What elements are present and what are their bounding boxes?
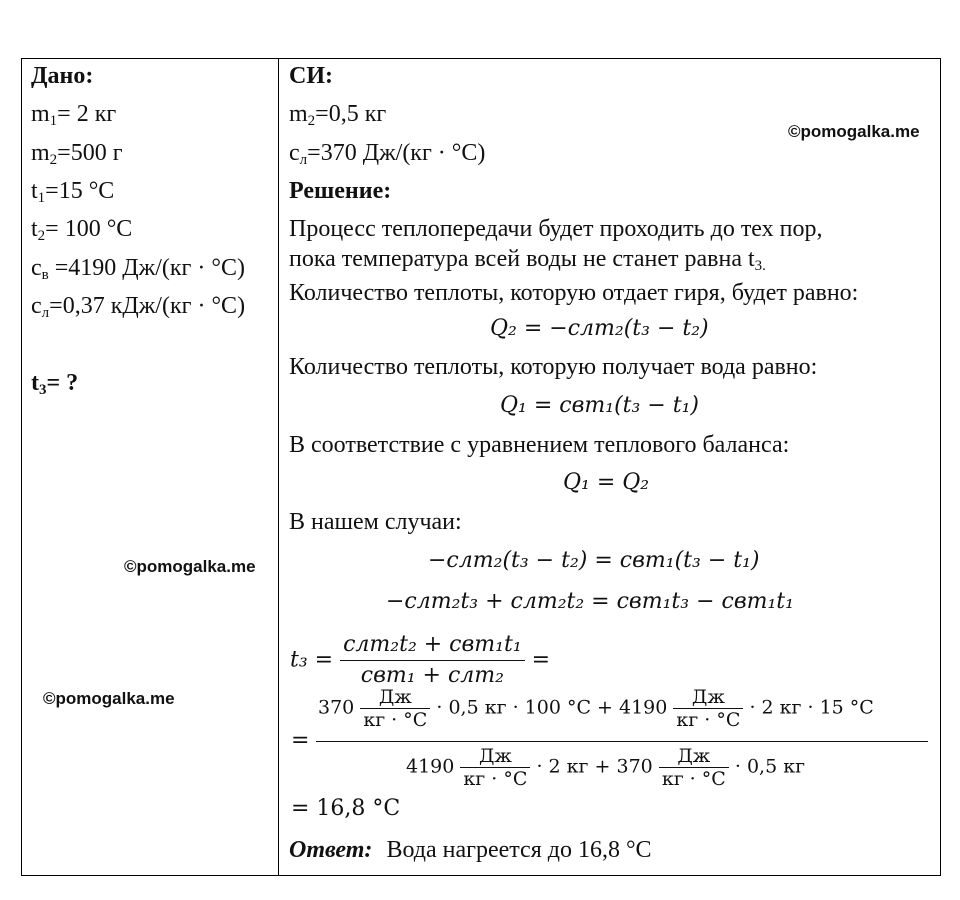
si-m2: $m_2=0,5$ кг bbox=[289, 101, 387, 129]
solution-paragraph-1b: пока температура всей воды не станет равна $t_{3.}$ bbox=[289, 246, 766, 274]
formula-denominator: cвm₁ + cлm₂ bbox=[340, 660, 525, 691]
equation-substituted: −cлm₂(t₃ − t₂) = cвm₁(t₃ − t₁) bbox=[428, 548, 760, 573]
column-divider bbox=[278, 58, 279, 876]
given-t1: $t_1=15$ °С bbox=[31, 178, 115, 206]
solution-paragraph-4: В соответствие с уравнением теплового баланса: bbox=[289, 432, 790, 458]
numeric-numerator: 370 $\frac{Дж}{кг \cdot ^\circ C}$ · 0,5 кг · 100 °C + 4190 $\frac{Дж}{кг \cdot ^\circ C}$ · 2 кг · 15 °C bbox=[318, 686, 874, 731]
solution-paragraph-2: Количество теплоты, которую отдает гиря, будет равно: bbox=[289, 280, 859, 306]
answer-line bbox=[289, 835, 652, 865]
solution-paragraph-5: В нашем случаи: bbox=[289, 509, 462, 535]
equation-expanded: −cлm₂t₃ + cлm₂t₂ = cвm₁t₃ − cвm₁t₁ bbox=[386, 589, 794, 614]
numeric-fraction-bar bbox=[316, 741, 928, 742]
given-t2: $t_2= 100$ °С bbox=[31, 216, 133, 244]
find-t3: $t_3=$ ? bbox=[31, 370, 79, 398]
solution-paragraph-3: Количество теплоты, которую получает вода равно: bbox=[289, 354, 818, 380]
answer-label: Ответ: bbox=[289, 837, 373, 863]
watermark: ©pomogalka.me bbox=[43, 689, 175, 708]
equation-heat-given-off: Q₂ = −cлm₂(t₃ − t₂) bbox=[490, 316, 709, 341]
numeric-denominator: 4190 $\frac{Дж}{кг \cdot ^\circ C}$ · 2 кг + 370 $\frac{Дж}{кг \cdot ^\circ C}$ · 0,5 кг bbox=[406, 745, 806, 790]
numeric-equals: = bbox=[291, 728, 310, 753]
formula-numerator: cлm₂t₂ + cвm₁t₁ bbox=[343, 632, 522, 657]
equation-heat-received: Q₁ = cвm₁(t₃ − t₁) bbox=[500, 393, 699, 418]
si-cl: $c_л=370$ Дж/(кг · °С) bbox=[289, 140, 486, 168]
solution-heading: Решение: bbox=[289, 178, 392, 204]
equation-heat-balance: Q₁ = Q₂ bbox=[563, 470, 650, 495]
given-heading: Дано: bbox=[31, 63, 94, 89]
given-m2: $m_2=500$ г bbox=[31, 140, 123, 168]
given-m1: $m_1= 2$ кг bbox=[31, 101, 117, 129]
equation-t3-formula: t₃ = $\frac{\text{cлm₂t₂ + cвm₁t₁}}{\text{cвm₁ + cлm₂}}$ = bbox=[290, 630, 550, 691]
given-cv: $c_в =4190$ Дж/(кг · °С) bbox=[31, 255, 245, 283]
watermark: ©pomogalka.me bbox=[124, 557, 256, 576]
solution-paragraph-1a: Процесс теплопередачи будет проходить до тех пор, bbox=[289, 216, 823, 242]
si-heading: СИ: bbox=[289, 63, 333, 89]
result-value: = 16,8 °C bbox=[291, 796, 401, 821]
given-cl: $c_л=0,37$ кДж/(кг · °С) bbox=[31, 293, 246, 321]
watermark: ©pomogalka.me bbox=[788, 122, 920, 141]
answer-text: Вода нагреется до 16,8 °С bbox=[386, 837, 652, 863]
